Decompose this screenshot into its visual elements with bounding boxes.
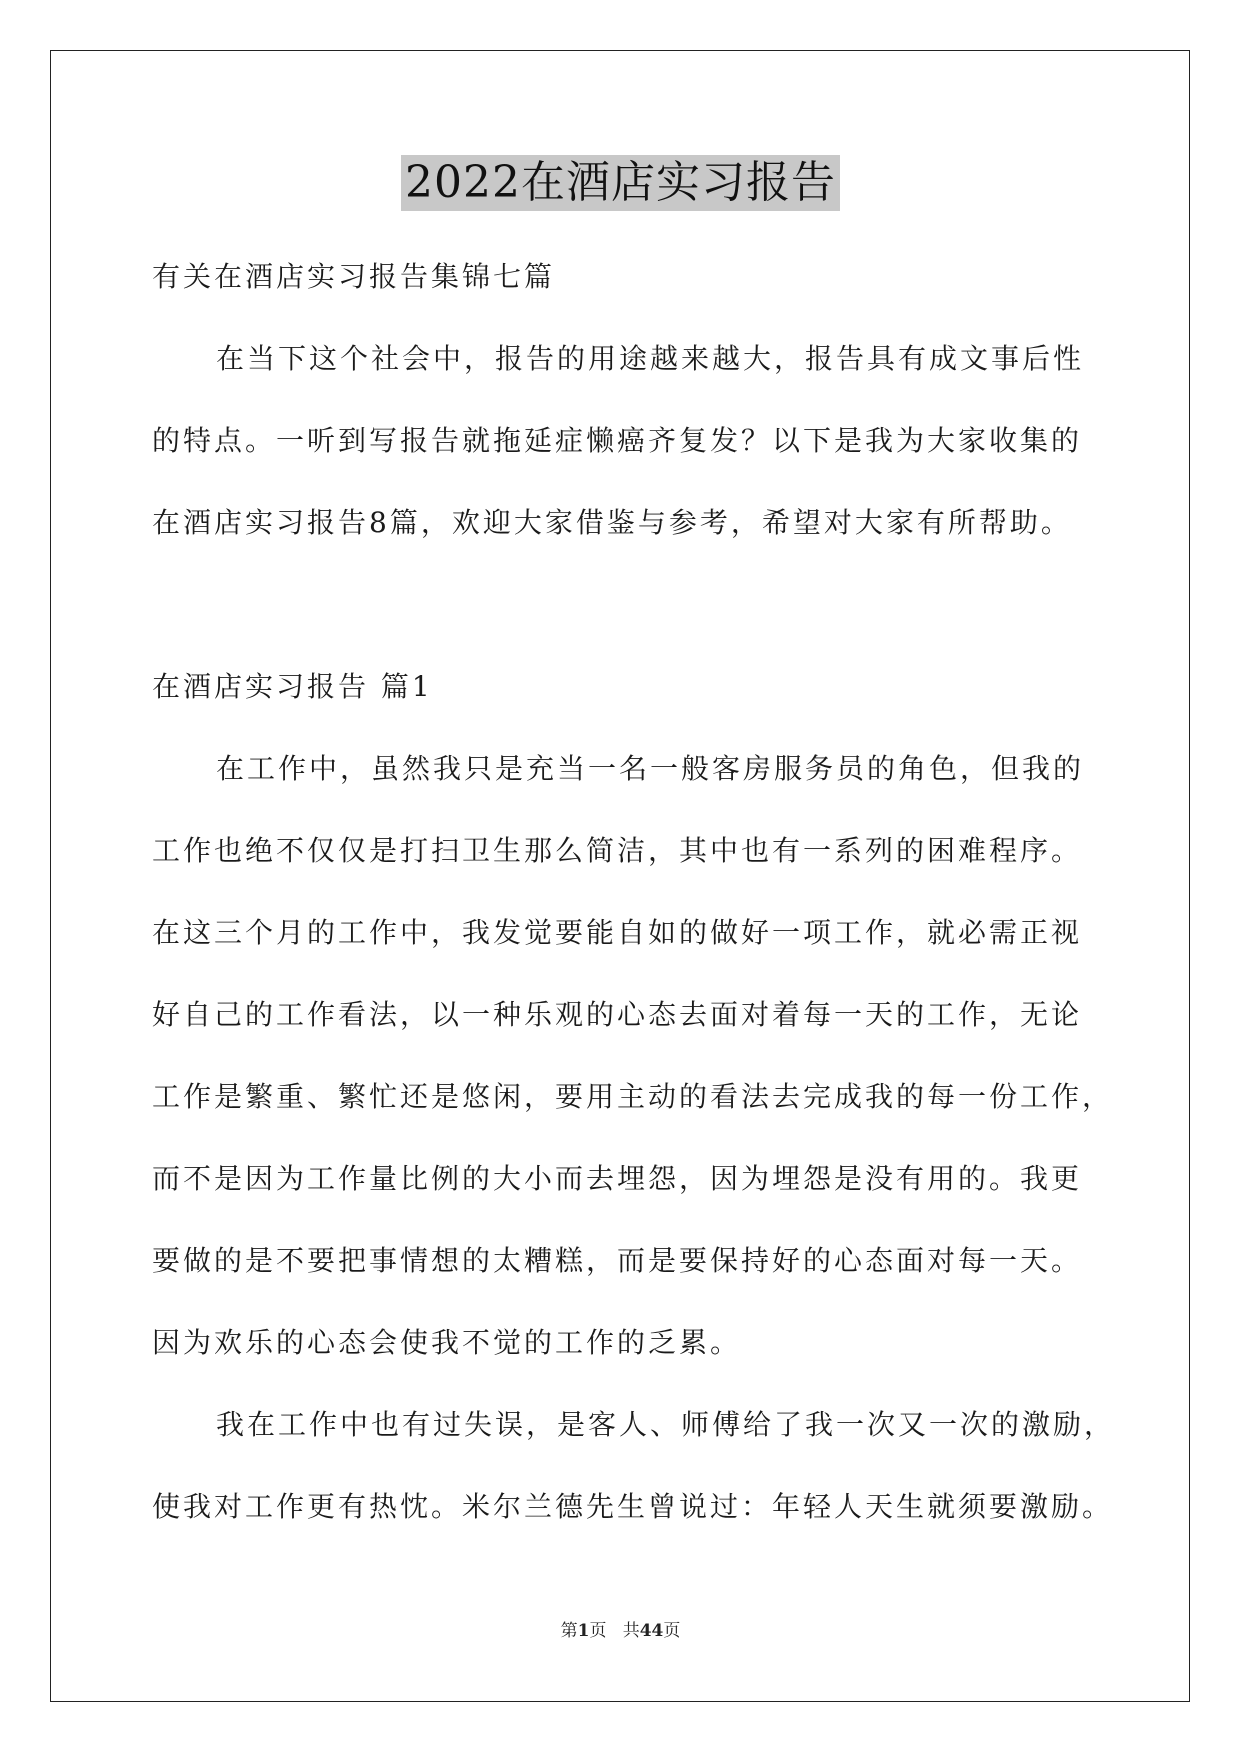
paragraph-line: 使我对工作更有热忱。米尔兰德先生曾说过：年轻人天生就须要激励。 (152, 1490, 1114, 1523)
paragraph-line: 要做的是不要把事情想的太糟糕，而是要保持好的心态面对每一天。 (152, 1244, 1083, 1277)
intro-line: 的特点。一听到写报告就拖延症懒癌齐复发？以下是我为大家收集的 (152, 424, 1083, 457)
paragraph-line: 因为欢乐的心态会使我不觉的工作的乏累。 (152, 1326, 742, 1359)
paragraph-line: 在工作中，虽然我只是充当一名一般客房服务员的角色，但我的 (216, 752, 1085, 785)
paragraph-line: 我在工作中也有过失误，是客人、师傅给了我一次又一次的激励， (216, 1408, 1116, 1441)
spacer (152, 564, 1092, 646)
paragraph-line: 而不是因为工作量比例的大小而去埋怨，因为埋怨是没有用的。我更 (152, 1162, 1083, 1195)
document-title: 2022在酒店实习报告 (401, 155, 840, 211)
footer-total-pages: 44 (639, 1621, 664, 1641)
intro-line: 在酒店实习报告8篇，欢迎大家借鉴与参考，希望对大家有所帮助。 (152, 506, 1072, 539)
paragraph-line: 工作是繁重、繁忙还是悠闲，要用主动的看法去完成我的每一份工作， (152, 1080, 1114, 1113)
page-footer (0, 1616, 1241, 1641)
footer-page-number: 1 (577, 1621, 590, 1641)
footer-page-suffix: 页 (589, 1621, 607, 1641)
footer-prefix: 第 (560, 1621, 578, 1641)
document-body (152, 236, 1116, 1548)
footer-total-prefix: 共 (622, 1621, 640, 1641)
paragraph-line: 好自己的工作看法，以一种乐观的心态去面对着每一天的工作，无论 (152, 998, 1083, 1031)
document-subtitle: 有关在酒店实习报告集锦七篇 (152, 260, 556, 293)
title-container (0, 155, 1241, 211)
footer-total-suffix: 页 (663, 1621, 681, 1641)
paragraph-line: 在这三个月的工作中，我发觉要能自如的做好一项工作，就必需正视 (152, 916, 1083, 949)
section-heading: 在酒店实习报告 篇1 (152, 670, 433, 703)
paragraph-line: 工作也绝不仅仅是打扫卫生那么简洁，其中也有一系列的困难程序。 (152, 834, 1083, 867)
intro-line: 在当下这个社会中，报告的用途越来越大，报告具有成文事后性 (216, 342, 1085, 375)
